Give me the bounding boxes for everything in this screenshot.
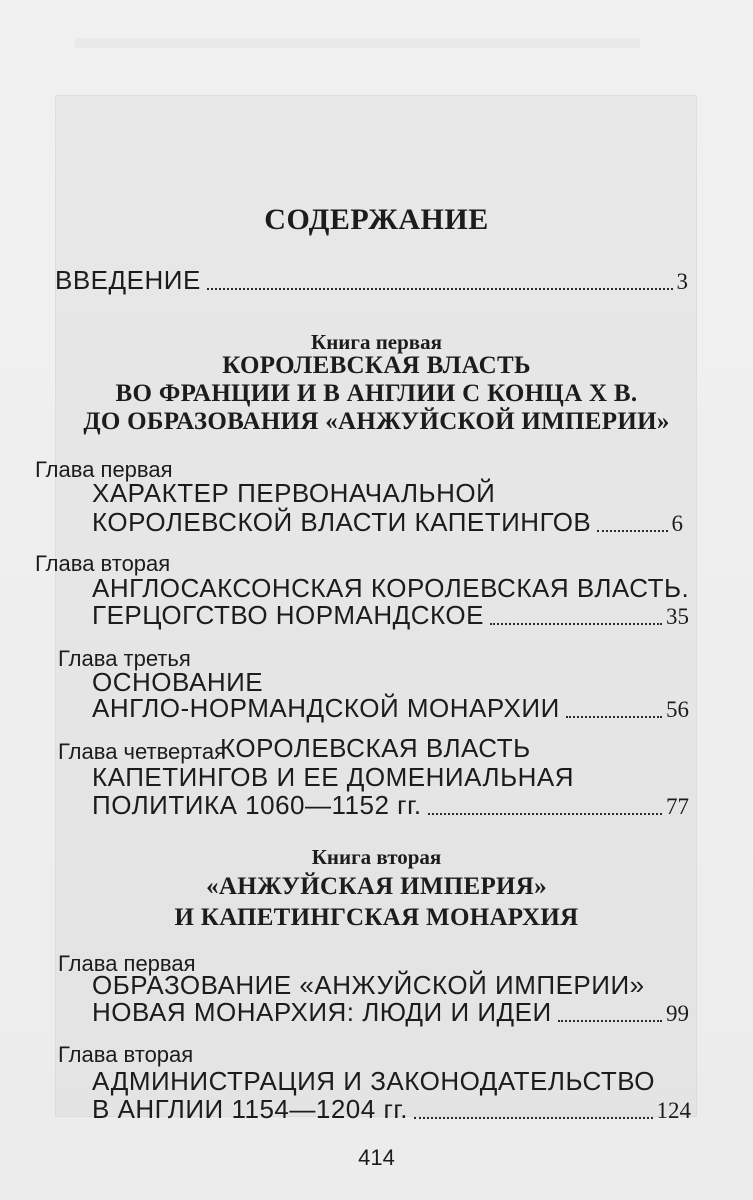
toc-entry-chapter <box>92 1094 691 1125</box>
chapter-title-line: КАПЕТИНГОВ И ЕЕ ДОМЕНИАЛЬНАЯ <box>92 762 575 792</box>
chapter-title-line: ПОЛИТИКА 1060—1152 гг. <box>92 790 422 820</box>
chapter-title-line: ОБРАЗОВАНИЕ «АНЖУЙСКОЙ ИМПЕРИИ» <box>92 970 645 1000</box>
dot-leader <box>428 812 662 815</box>
chapter-title-line: ХАРАКТЕР ПЕРВОНАЧАЛЬНОЙ <box>92 478 496 508</box>
dot-leader <box>207 287 673 290</box>
toc-entry-intro <box>55 265 688 296</box>
toc-entry-chapter <box>92 600 689 631</box>
chapter-title-line: АНГЛОСАКСОНСКАЯ КОРОЛЕВСКАЯ ВЛАСТЬ. <box>92 573 690 603</box>
chapter-title-line: В АНГЛИИ 1154—1204 гг. <box>92 1094 408 1124</box>
chapter-label: Глава вторая <box>35 551 171 576</box>
chapter-label: Глава первая <box>35 457 173 482</box>
chapter-title-line: КОРОЛЕВСКАЯ ВЛАСТЬ <box>220 733 531 763</box>
toc-entry-chapter <box>92 693 689 724</box>
chapter-title-line: ГЕРЦОГСТВО НОРМАНДСКОЕ <box>92 600 484 630</box>
toc-entry-chapter <box>92 790 689 821</box>
toc-page-number: 35 <box>666 604 689 629</box>
book-title-line: «АНЖУЙСКАЯ ИМПЕРИЯ» <box>206 873 547 900</box>
toc-page-number: 77 <box>666 794 689 819</box>
dot-leader <box>490 622 662 625</box>
book-title-line: ДО ОБРАЗОВАНИЯ «АНЖУЙСКОЙ ИМПЕРИИ» <box>83 408 670 435</box>
book-label: Книга первая <box>310 330 442 354</box>
toc-page-number: 99 <box>666 1001 689 1026</box>
book-title-line: ВО ФРАНЦИИ И В АНГЛИИ С КОНЦА X В. <box>115 380 638 407</box>
book-title-line: И КАПЕТИНГСКАЯ МОНАРХИЯ <box>174 904 579 931</box>
toc-entry-label: ВВЕДЕНИЕ <box>55 265 201 295</box>
toc-page-number: 6 <box>671 511 683 536</box>
page-number: 414 <box>358 1145 395 1170</box>
chapter-label: Глава вторая <box>58 1042 194 1067</box>
chapter-title-line: АНГЛО-НОРМАНДСКОЙ МОНАРХИИ <box>92 693 560 723</box>
dot-leader <box>597 529 667 532</box>
toc-title: СОДЕРЖАНИЕ <box>264 203 489 236</box>
show-through-strip <box>75 38 640 48</box>
chapter-title-line: АДМИНИСТРАЦИЯ И ЗАКОНОДАТЕЛЬСТВО <box>92 1066 655 1096</box>
toc-page-number: 3 <box>676 269 688 294</box>
chapter-title-line: НОВАЯ МОНАРХИЯ: ЛЮДИ И ИДЕИ <box>92 997 552 1027</box>
chapter-label: Глава первая <box>58 951 196 976</box>
book-title-line: КОРОЛЕВСКАЯ ВЛАСТЬ <box>222 352 531 379</box>
dot-leader <box>558 1019 662 1022</box>
chapter-title-line: КОРОЛЕВСКОЙ ВЛАСТИ КАПЕТИНГОВ <box>92 507 592 537</box>
book-label: Книга вторая <box>311 845 442 869</box>
toc-entry-chapter <box>92 507 683 538</box>
dot-leader <box>566 715 662 718</box>
chapter-label: Глава третья <box>58 646 191 671</box>
toc-entry-chapter <box>92 997 689 1028</box>
chapter-label: Глава четвертая <box>58 739 226 764</box>
dot-leader <box>414 1116 653 1119</box>
toc-page-number: 56 <box>666 697 689 722</box>
chapter-title-line: ОСНОВАНИЕ <box>92 667 264 697</box>
toc-page-number: 124 <box>656 1098 691 1123</box>
